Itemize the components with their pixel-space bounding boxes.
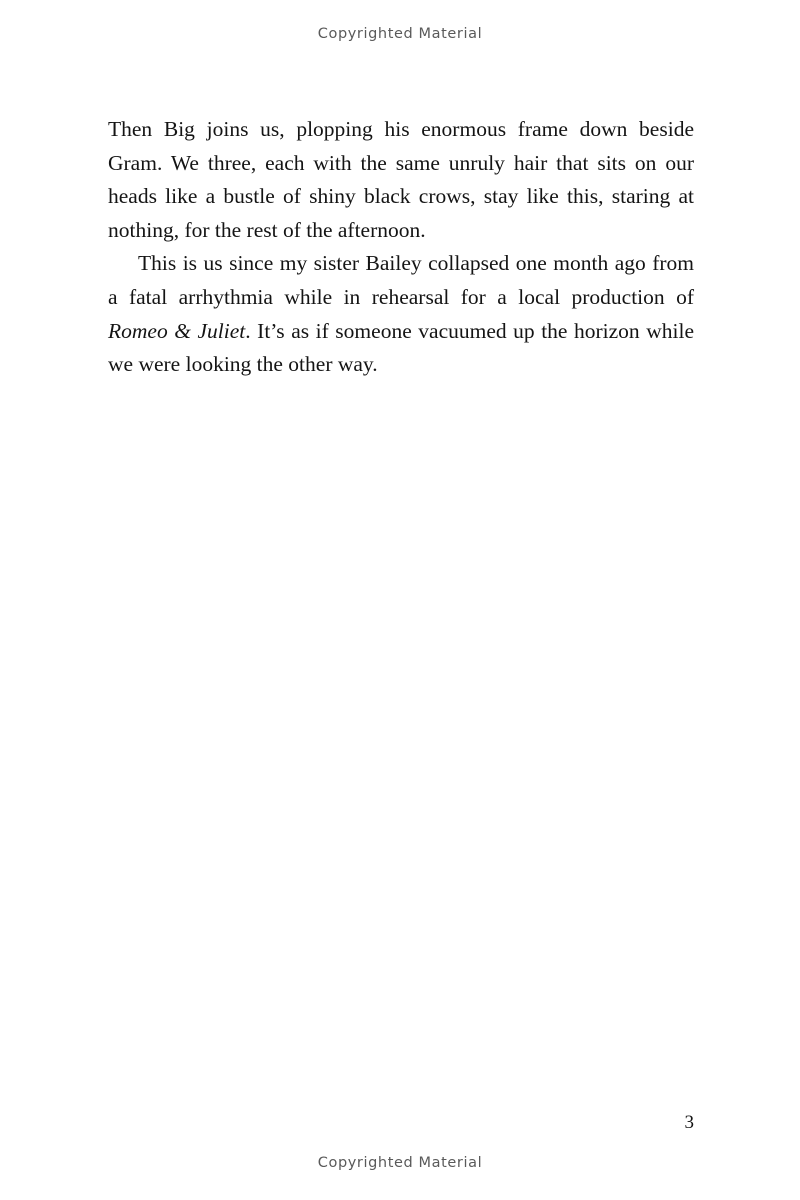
paragraph-2 xyxy=(108,247,694,381)
copyright-watermark-bottom: Copyrighted Material xyxy=(317,1155,483,1171)
play-title-romeo-and-juliet: Romeo & Juliet xyxy=(108,318,246,343)
paragraph-2-lead: This is us since my sister Bailey collapsed one month ago from a fatal arrhythmia while in rehearsal for a local production of xyxy=(108,251,694,309)
copyright-watermark-top: Copyrighted Material xyxy=(317,26,483,42)
paragraph-1: Then Big joins us, plopping his enormous frame down beside Gram. We three, each with the same unruly hair that sits on our heads like a bustle of shiny black crows, stay like this, staring at nothing, for the rest of the afternoon. xyxy=(108,117,694,242)
paragraph-2-tail: . It’s as if someone vacuumed up the horizon while we were looking the other way. xyxy=(108,318,694,377)
page-body xyxy=(108,113,694,382)
page-number: 3 xyxy=(684,1112,694,1133)
